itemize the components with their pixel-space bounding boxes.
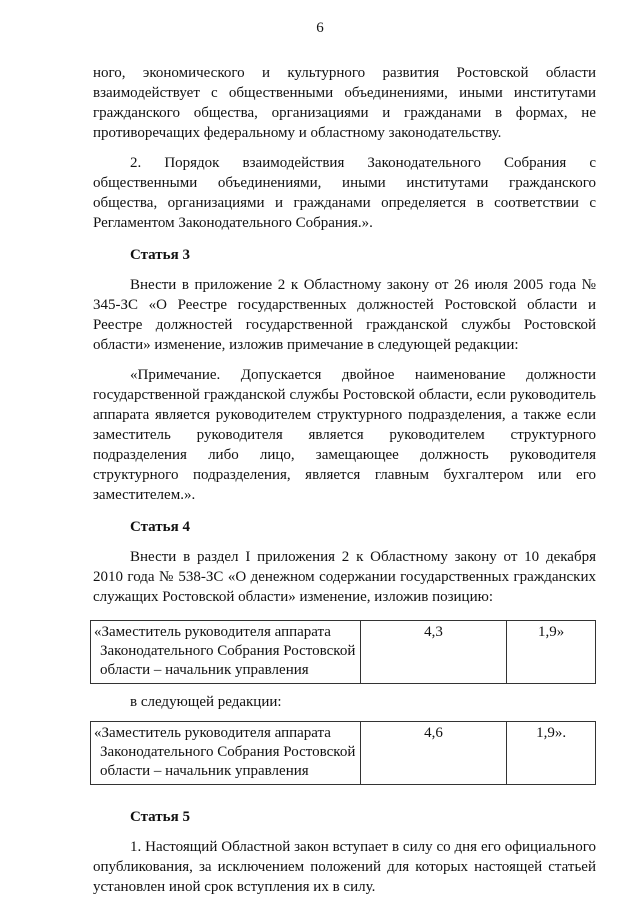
table-row (91, 722, 596, 785)
paragraph-2: 2. Порядок взаимодействия Законодательного Собрания с общественными объединениями, иными институтами гражданского общества, организациями и гражданами определяется в соответствии с Регламентом Законодательного Собрания.». (93, 155, 596, 231)
page-number: 6 (316, 20, 324, 36)
coefficient-cell-1: 4,3 (360, 621, 506, 684)
coefficient-cell-1: 4,6 (360, 722, 506, 785)
article-4-title: Статья 4 (130, 519, 190, 535)
position-table-new (90, 721, 596, 785)
article-5-paragraph-1: 1. Настоящий Областной закон вступает в силу со дня его официального опубликования, за исключением положений для которых настоящей статьей установлен иной срок вступления их в силу. (93, 839, 596, 895)
article-3-paragraph-1: Внести в приложение 2 к Областному закону от 26 июля 2005 года № 345-ЗС «О Реестре государственных должностей Ростовской области и Реестре должностей государственной гражданской службы Ростовской области» изменение, изложив примечание в следующей редакции: (93, 277, 596, 353)
article-3-title: Статья 3 (130, 247, 190, 263)
article-3-note: «Примечание. Допускается двойное наименование должности государственной гражданской службы Ростовской области, если руководитель аппарата является руководителем структурного подразделения, а также если заместитель руководителя является руководителем структурного подразделения либо лицо, замещающее должность руководителя структурного подразделения, является главным бухгалтером или его заместителем.». (93, 367, 596, 503)
position-cell: «Заместитель руководителя аппарата Законодательного Собрания Ростовской области – начальник управления (91, 621, 361, 684)
position-cell: «Заместитель руководителя аппарата Законодательного Собрания Ростовской области – начальник управления (91, 722, 361, 785)
coefficient-cell-2: 1,9». (507, 722, 596, 785)
article-4-between: в следующей редакции: (130, 694, 282, 710)
article-4-paragraph-1: Внести в раздел I приложения 2 к Областному закону от 10 декабря 2010 года № 538-ЗС «О денежном содержании государственных гражданских служащих Ростовской области» изменение, изложив позицию: (93, 549, 596, 605)
position-table-old (90, 620, 596, 684)
paragraph-continuation: ного, экономического и культурного развития Ростовской области взаимодействует с общественными объединениями, иными институтами гражданского общества, организациями и гражданами в формах, не противоречащих федеральному и областному законодательству. (93, 65, 596, 141)
document-body (93, 63, 596, 897)
coefficient-cell-2: 1,9» (507, 621, 596, 684)
table-row (91, 621, 596, 684)
article-5-title: Статья 5 (130, 809, 190, 825)
